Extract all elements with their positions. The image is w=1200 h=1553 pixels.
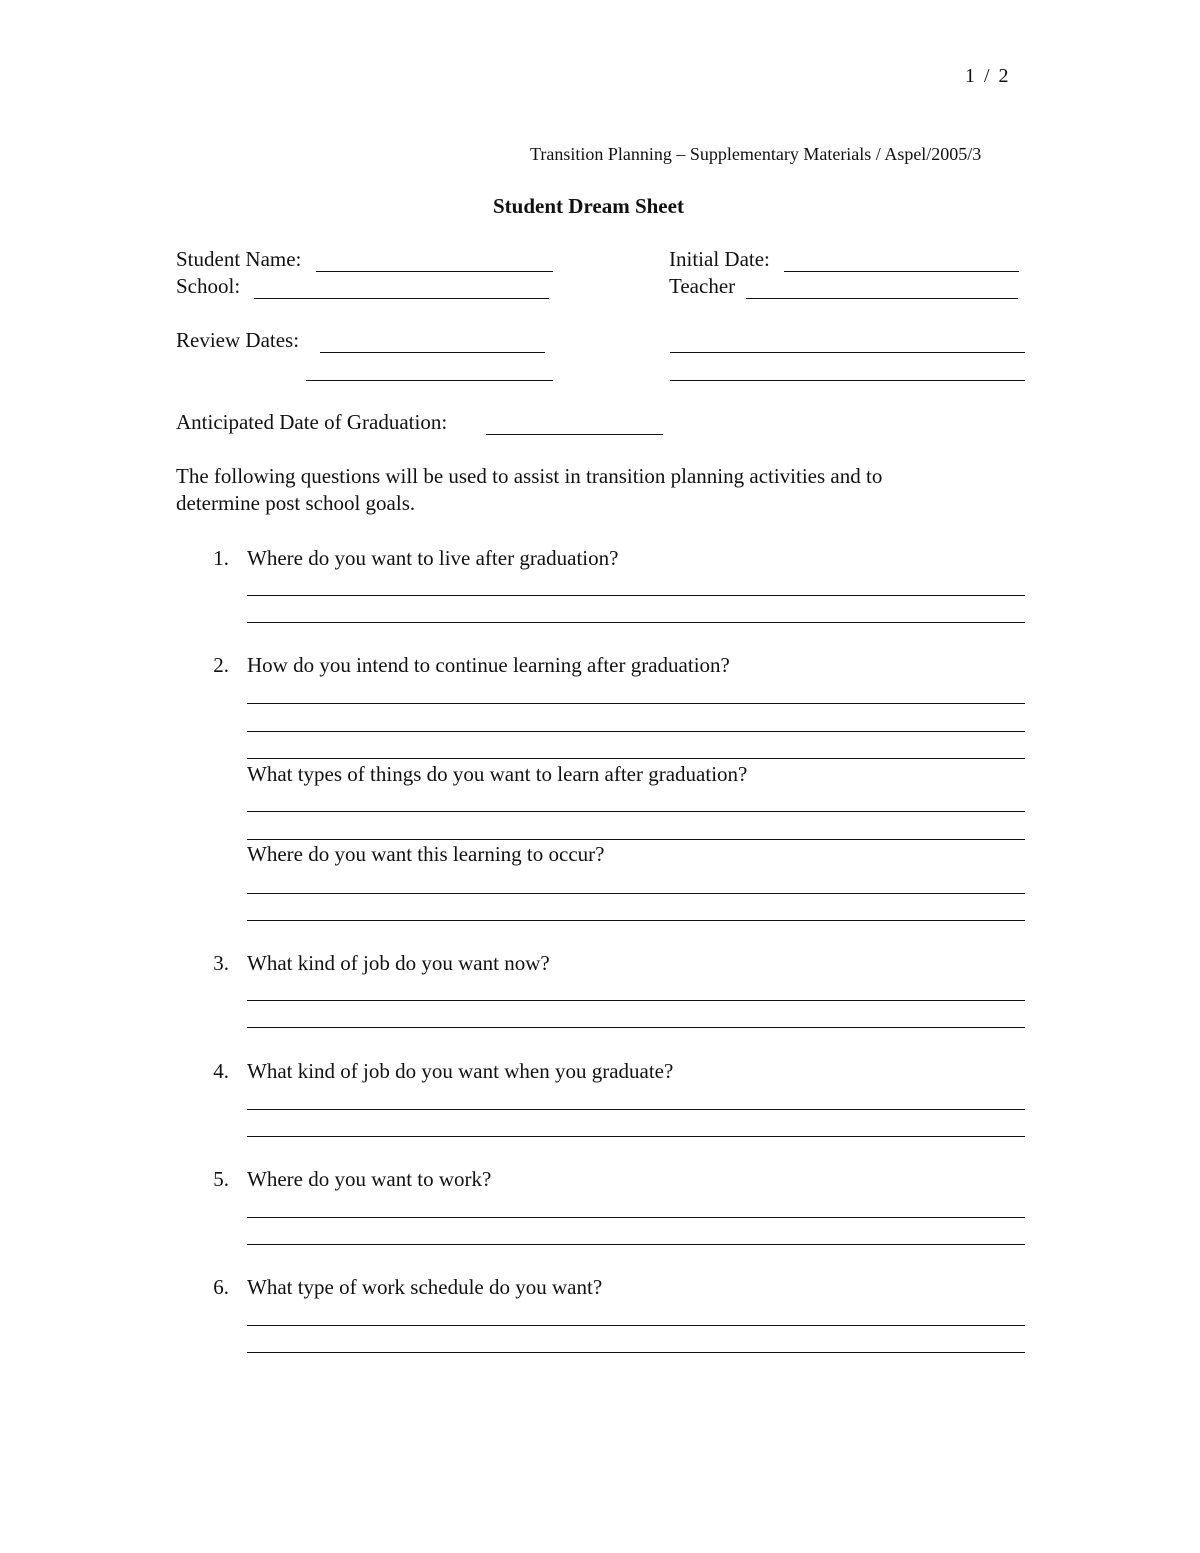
question-number: 6.: [213, 1275, 229, 1299]
question-text: How do you intend to continue learning after graduation?: [247, 653, 730, 677]
answer-line[interactable]: [247, 811, 1025, 812]
review-dates-label: Review Dates:: [176, 328, 300, 352]
review-date-field-2[interactable]: [306, 380, 553, 381]
student-name-field[interactable]: [316, 271, 553, 272]
review-date-field-3[interactable]: [670, 352, 1025, 353]
student-name-label: Student Name:: [176, 247, 302, 271]
answer-line[interactable]: [247, 920, 1025, 921]
initial-date-field[interactable]: [784, 271, 1019, 272]
teacher-label: Teacher: [669, 274, 736, 298]
review-date-field-4[interactable]: [670, 380, 1025, 381]
answer-line[interactable]: [247, 703, 1025, 704]
answer-line[interactable]: [247, 622, 1025, 623]
page-number: 1 / 2: [965, 65, 1011, 87]
intro-text-line-2: determine post school goals.: [176, 491, 416, 515]
school-label: School:: [176, 274, 241, 298]
answer-line[interactable]: [247, 893, 1025, 894]
answer-line[interactable]: [247, 595, 1025, 596]
answer-line[interactable]: [247, 731, 1025, 732]
answer-line[interactable]: [247, 1109, 1025, 1110]
answer-line[interactable]: [247, 1244, 1025, 1245]
sub-question-text: What types of things do you want to learn after graduation?: [247, 762, 748, 786]
question-text: What type of work schedule do you want?: [247, 1275, 603, 1299]
school-field[interactable]: [254, 298, 549, 299]
answer-line[interactable]: [247, 1000, 1025, 1001]
answer-line[interactable]: [247, 1027, 1025, 1028]
answer-line[interactable]: [247, 1352, 1025, 1353]
answer-line[interactable]: [247, 758, 1025, 759]
question-number: 2.: [213, 653, 229, 677]
intro-text-line-1: The following questions will be used to assist in transition planning activities and to: [176, 464, 883, 488]
answer-line[interactable]: [247, 1136, 1025, 1137]
document-reference-header: Transition Planning – Supplementary Materials / Aspel/2005/3: [530, 144, 982, 164]
question-text: Where do you want to work?: [247, 1167, 492, 1191]
question-text: Where do you want to live after graduation?: [247, 546, 619, 570]
sub-question-text: Where do you want this learning to occur?: [247, 842, 605, 866]
page-title: Student Dream Sheet: [493, 194, 684, 218]
question-number: 1.: [213, 546, 229, 570]
question-number: 5.: [213, 1167, 229, 1191]
answer-line[interactable]: [247, 1217, 1025, 1218]
question-text: What kind of job do you want when you graduate?: [247, 1059, 674, 1083]
review-date-field-1[interactable]: [320, 352, 545, 353]
question-number: 4.: [213, 1059, 229, 1083]
answer-line[interactable]: [247, 839, 1025, 840]
teacher-field[interactable]: [746, 298, 1018, 299]
graduation-date-label: Anticipated Date of Graduation:: [176, 410, 448, 434]
graduation-date-field[interactable]: [486, 434, 663, 435]
initial-date-label: Initial Date:: [669, 247, 770, 271]
question-text: What kind of job do you want now?: [247, 951, 550, 975]
answer-line[interactable]: [247, 1325, 1025, 1326]
question-number: 3.: [213, 951, 229, 975]
